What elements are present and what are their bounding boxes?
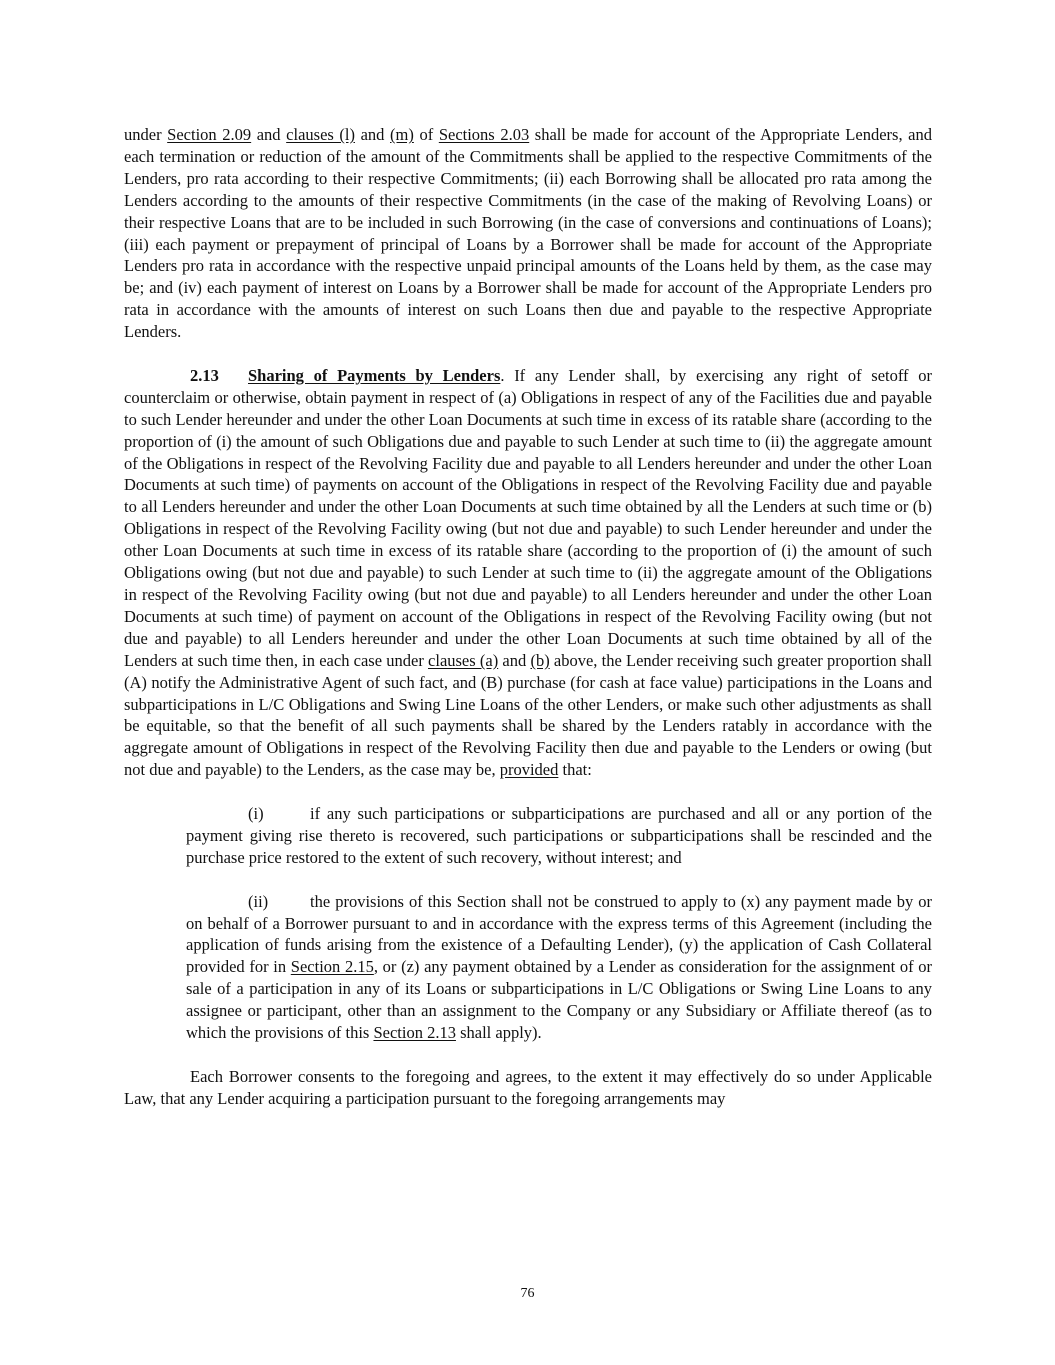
page-number: 76 xyxy=(520,1286,535,1301)
section-2-13-paragraph xyxy=(124,365,932,781)
text-run: if any such participations or subparticipations are purchased and all or any portion of the payment giving rise thereto is recovered, such participations or subparticipations shall be rescinded and the purchase price restored to the extent of such recovery, without interest; and xyxy=(186,804,932,867)
section-number: 2.13 xyxy=(190,365,219,385)
cross-reference-sections-2-03: Sections 2.03 xyxy=(438,125,530,144)
document-page xyxy=(124,124,932,1110)
cross-reference-clause-b: (b) xyxy=(530,650,550,670)
text-run: and xyxy=(251,125,287,144)
sub-item-number: (i) xyxy=(248,804,264,824)
sub-item-i xyxy=(186,803,932,869)
cross-reference-clause-m: (m) xyxy=(390,125,414,144)
text-run: and xyxy=(498,650,531,670)
cross-reference-clauses-l: clauses (l) xyxy=(286,125,355,144)
paragraph-borrower-consent: Each Borrower consents to the foregoing and agrees, to the extent it may effectively do so under Applicable Law, that any Lender acquiring a participation pursuant to the foregoing arrangements may xyxy=(124,1066,932,1108)
paragraph-pro-rata-treatment xyxy=(124,124,932,343)
text-run: the provisions of this Section shall not be construed to apply to (x) any payment made by or on behalf of a Borrower pursuant to and in accordance with the express terms of this Agreement (including the application of funds arising from the existence of a Defaulting Lender), (y) the application of Cash Collateral provided for in xyxy=(186,891,932,977)
text-run: under xyxy=(124,125,168,144)
text-run: above, the Lender receiving such greater proportion shall (A) notify the Administrative Agent of such fact, and (B) purchase (for cash at face value) participations in the Loans and subparticipations in L/C Obligations and Swing Line Loans of the other Lenders, or make such other adjustments as shall be equitable, so that the benefit of all such payments shall be shared by the Lenders ratably in accordance with the aggregate amount of Obligations in respect of the Revolving Facility then due and payable to the Lenders or owing (but not due and payable) to the Lenders, as the case may be, xyxy=(124,650,932,780)
cross-reference-section-2-09: Section 2.09 xyxy=(167,125,252,144)
text-run: that: xyxy=(558,760,592,780)
text-run: and xyxy=(355,125,391,144)
text-run: shall apply). xyxy=(455,1023,542,1043)
cross-reference-clauses-a: clauses (a) xyxy=(428,650,499,670)
sub-item-ii xyxy=(186,891,932,1044)
cross-reference-section-2-15: Section 2.15 xyxy=(290,957,374,977)
provided-term: provided xyxy=(499,760,559,780)
section-heading: Sharing of Payments by Lenders xyxy=(248,365,501,385)
text-run: . If any Lender shall, by exercising any right of setoff or counterclaim or otherwise, obtain payment in respect of (a) Obligations in respect of any of the Facilities due and payable to such Lender hereunder and under the other Loan Documents at such time in excess of its ratable share (according to the proportion of (i) the amount of such Obligations due and payable to such Lender at such time to (ii) the aggregate amount of the Obligations in respect of the Revolving Facility due and payable to all Lenders hereunder and under the other Loan Documents at such time) of payments on account of the Obligations in respect of the Revolving Facility due and payable to all Lenders hereunder and under the other Loan Documents at such time obtained by all the Lenders at such time or (b) Obligations in respect of the Revolving Facility owing (but not due and payable) to such Lender hereunder and under the other Loan Documents at such time in excess of its ratable share (according to the proportion of (i) the amount of such Obligations owing (but not due and payable) to such Lender at such time to (ii) the aggregate amount of the Obligations in respect of the Revolving Facility owing (but not due and payable) to all Lenders hereunder and under the other Loan Documents at such time) of payment on account of the Obligations in respect of the Revolving Facility owing (but not due and payable) to all Lenders hereunder and under the other Loan Documents at such time obtained by all of the Lenders at such time then, in each case under xyxy=(124,365,932,670)
text-run: of xyxy=(413,125,439,144)
cross-reference-section-2-13: Section 2.13 xyxy=(373,1023,456,1043)
sub-item-number: (ii) xyxy=(248,891,269,911)
text-run: shall be made for account of the Appropriate Lenders, and each termination or reduction of the amount of the Commitments shall be applied to the respective Commitments of the Lenders, pro rata according to their respective Commitments; (ii) each Borrowing shall be allocated pro rata among the Lenders according to the amounts of their respective Commitments (in the case of the making of Revolving Loans) or their respective Loans that are to be included in such Borrowing (in the case of conversions and continuations of Loans); (iii) each payment or prepayment of principal of Loans by a Borrower shall be made for account of the Appropriate Lenders pro rata in accordance with the respective unpaid principal amounts of the Loans held by them, as the case may be; and (iv) each payment of interest on Loans by a Borrower shall be made for account of the Appropriate Lenders pro rata in accordance with the amounts of interest on such Loans then due and payable to the respective Appropriate Lenders. xyxy=(124,125,932,342)
text-run: , or (z) any payment obtained by a Lender as consideration for the assignment of or sale of a participation in any of its Loans or subparticipations in L/C Obligations or Swing Line Loans to any assignee or participant, other than an assignment to the Company or any Subsidiary or Affiliate thereof (as to which the provisions of this xyxy=(186,957,932,1043)
